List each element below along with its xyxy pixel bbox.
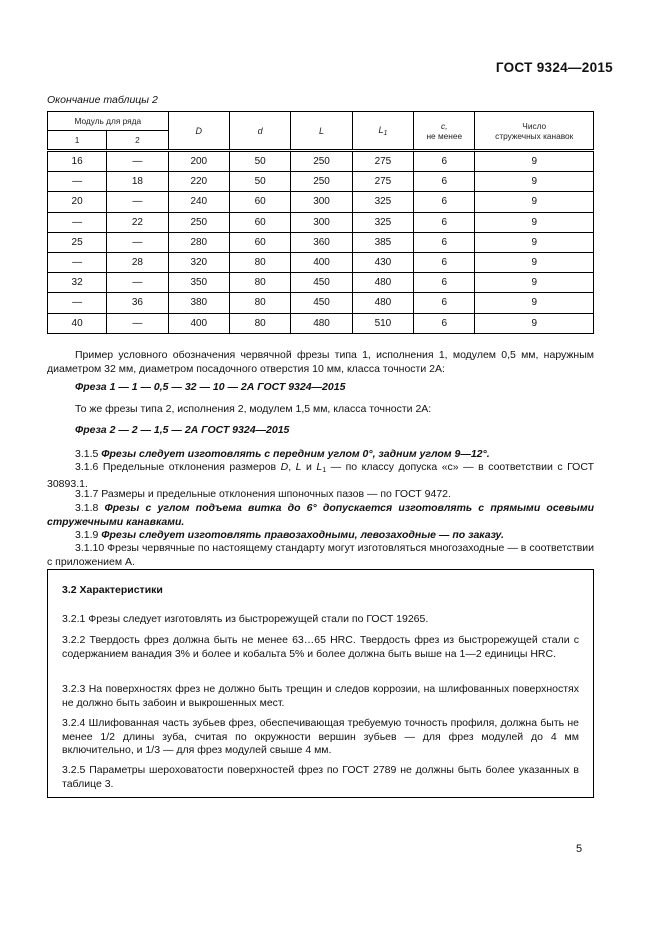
cell: 400 [168, 313, 229, 333]
cell: — [48, 172, 107, 192]
cell: 450 [291, 273, 352, 293]
cell: 510 [352, 313, 413, 333]
cell: 9 [475, 293, 594, 313]
header-row-2: 2 [107, 131, 168, 151]
clause-3-2-5: 3.2.5 Параметры шероховатости поверхностей фрез по ГОСТ 2789 не должны быть более указанных в таблице 3. [62, 764, 579, 790]
table-row [48, 273, 594, 293]
clause-3-2-3: 3.2.3 На поверхностях фрез не должно быть трещин и следов коррозии, на шлифованных поверхностях не должно быть забоин и выкрошенных мест. [62, 683, 579, 709]
cell: — [48, 293, 107, 313]
cell: 18 [107, 172, 168, 192]
table-row [48, 172, 594, 192]
cell: 480 [291, 313, 352, 333]
cell: 60 [229, 232, 290, 252]
cell: 9 [475, 151, 594, 172]
header-module-group: Модуль для ряда [48, 112, 169, 131]
cell: 9 [475, 252, 594, 272]
header-L1: $L_1$ [352, 112, 413, 151]
cell: 480 [352, 293, 413, 313]
cell: 250 [168, 212, 229, 232]
cell: 200 [168, 151, 229, 172]
cell: 20 [48, 192, 107, 212]
cell: 60 [229, 212, 290, 232]
cell: 9 [475, 273, 594, 293]
cell: 16 [48, 151, 107, 172]
table-row [48, 232, 594, 252]
header-D: D [168, 112, 229, 151]
cell: 240 [168, 192, 229, 212]
cell: 32 [48, 273, 107, 293]
header-row-1: 1 [48, 131, 107, 151]
cell: 360 [291, 232, 352, 252]
clause-3-1-8: 3.1.8 Фрезы с углом подъема витка до 6° допускается изготовлять с прямыми осевыми стружечными канавками. [47, 502, 594, 528]
cell: — [107, 313, 168, 333]
cell: 28 [107, 252, 168, 272]
cell: 6 [414, 232, 475, 252]
clause-3-2-2: 3.2.2 Твердость фрез должна быть не менее 63…65 HRC. Твердость фрез из быстрорежущей стали с содержанием ванадия 3% и более и кобальта 5% и более должна быть выше на 1—2 единицы HRC. [62, 634, 579, 660]
cell: 9 [475, 313, 594, 333]
table-row [48, 192, 594, 212]
cell: 60 [229, 192, 290, 212]
clause-3-1-7: 3.1.7 Размеры и предельные отклонения шпоночных пазов — по ГОСТ 9472. [75, 488, 451, 500]
clause-3-1-5: 3.1.5 Фрезы следует изготовлять с передним углом 0°, задним углом 9—12°. [75, 448, 490, 460]
header-c-min: c, не менее [414, 112, 475, 151]
clause-3-1-6: 3.1.6 Предельные отклонения размеров D, L и $L_1$ — по классу допуска «с» — в соответствии с ГОСТ 30893.1. [47, 461, 594, 490]
cell: 80 [229, 252, 290, 272]
cell: 6 [414, 192, 475, 212]
cell: 6 [414, 212, 475, 232]
header-d: d [229, 112, 290, 151]
cell: 275 [352, 151, 413, 172]
cell: 40 [48, 313, 107, 333]
table-row [48, 252, 594, 272]
cell: 6 [414, 293, 475, 313]
cell: — [107, 232, 168, 252]
cell: 6 [414, 273, 475, 293]
table-row [48, 313, 594, 333]
cell: 480 [352, 273, 413, 293]
cell: 300 [291, 192, 352, 212]
clause-3-1-10: 3.1.10 Фрезы червячные по настоящему стандарту могут изготовляться многозаходные — в соответствии с приложением А. [47, 542, 594, 568]
cell: 9 [475, 172, 594, 192]
clause-3-1-9: 3.1.9 Фрезы следует изготовлять правозаходными, левозаходные — по заказу. [75, 529, 504, 541]
dimensions-table [47, 111, 594, 334]
cell: 320 [168, 252, 229, 272]
document-standard-header: ГОСТ 9324—2015 [495, 60, 613, 75]
cell: 22 [107, 212, 168, 232]
example-1-paragraph: Пример условного обозначения червячной фрезы типа 1, исполнения 1, модулем 0,5 мм, наружным диаметром 32 мм, диаметром посадочного отверстия 10 мм, класса точности 2А: [47, 349, 594, 375]
table-row [48, 293, 594, 313]
clause-3-2-4: 3.2.4 Шлифованная часть зубьев фрез, обеспечивающая требуемую точность профиля, должна быть не менее 1/2 длины зуба, считая по окружности вершин зубьев — для фрез модулей до 4 мм включительно, и 1/3 — для фрез модулей свыше 4 мм. [62, 717, 579, 756]
cell: 50 [229, 172, 290, 192]
cell: 80 [229, 273, 290, 293]
cell: 325 [352, 212, 413, 232]
cell: 385 [352, 232, 413, 252]
cell: 50 [229, 151, 290, 172]
table-row [48, 151, 594, 172]
cell: 9 [475, 192, 594, 212]
cell: 9 [475, 232, 594, 252]
cell: 280 [168, 232, 229, 252]
cell: — [107, 192, 168, 212]
page-number: 5 [576, 843, 583, 855]
designation-1: Фреза 1 — 1 — 0,5 — 32 — 10 — 2А ГОСТ 9324—2015 [75, 381, 346, 393]
cell: 9 [475, 212, 594, 232]
cell: 400 [291, 252, 352, 272]
cell: 450 [291, 293, 352, 313]
table-caption: Окончание таблицы 2 [47, 94, 158, 106]
example-2-paragraph: То же фрезы типа 2, исполнения 2, модулем 1,5 мм, класса точности 2А: [75, 403, 432, 415]
cell: 275 [352, 172, 413, 192]
cell: 36 [107, 293, 168, 313]
table-row [48, 212, 594, 232]
cell: 6 [414, 313, 475, 333]
cell: 430 [352, 252, 413, 272]
cell: — [107, 151, 168, 172]
cell: 220 [168, 172, 229, 192]
clause-3-2-1: 3.2.1 Фрезы следует изготовлять из быстрорежущей стали по ГОСТ 19265. [62, 613, 429, 625]
cell: 80 [229, 293, 290, 313]
cell: 250 [291, 151, 352, 172]
cell: 250 [291, 172, 352, 192]
cell: 25 [48, 232, 107, 252]
cell: — [107, 273, 168, 293]
characteristics-box [47, 569, 594, 798]
cell: 6 [414, 172, 475, 192]
designation-2: Фреза 2 — 2 — 1,5 — 2А ГОСТ 9324—2015 [75, 424, 290, 436]
header-L: L [291, 112, 352, 151]
cell: 380 [168, 293, 229, 313]
section-title: 3.2 Характеристики [62, 584, 163, 596]
cell: 6 [414, 252, 475, 272]
cell: 80 [229, 313, 290, 333]
cell: 350 [168, 273, 229, 293]
header-groove-count: Число стружечных канавок [475, 112, 594, 151]
cell: — [48, 252, 107, 272]
cell: 6 [414, 151, 475, 172]
cell: — [48, 212, 107, 232]
cell: 325 [352, 192, 413, 212]
cell: 300 [291, 212, 352, 232]
